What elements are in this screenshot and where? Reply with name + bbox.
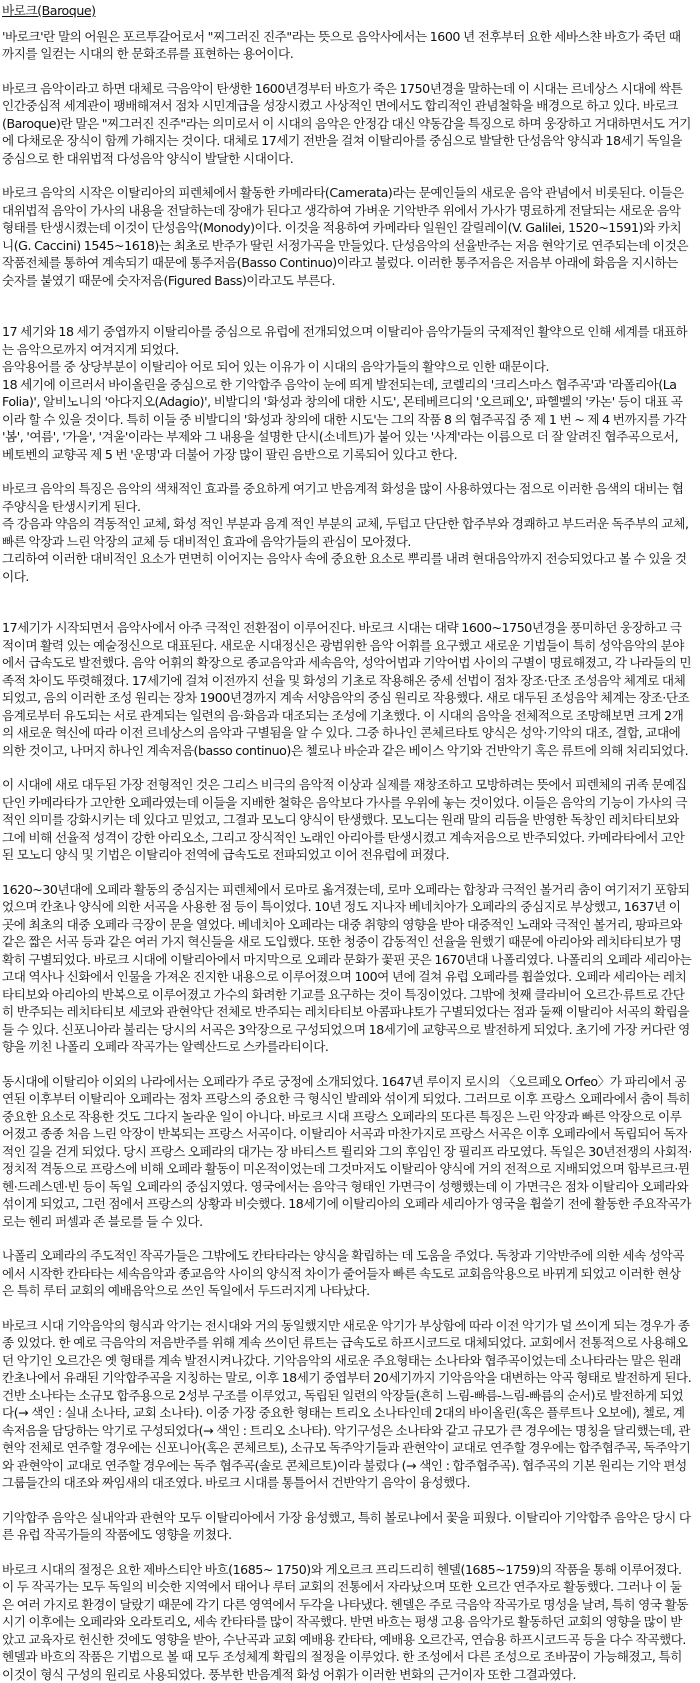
paragraph: 바로크 시대의 절정은 요한 제바스티안 바흐(1685~ 1750)와 게오르크 프리드리히 헨델(1685~1759)의 작품을 통해 이루어졌다. 이 두 작곡가는 모두 독일의 비슷한 지역에서 태어나 루터 교회의 전통에서 자라났으며 또한 오르간 연주자로 활동했다. 그러나 이 둘은 여러 가지로 환경이 달랐기 때문에 각기 다른 영역에서 두각을 나타냈다. 헨델은 주로 극음악 작곡가로 명성을 날려, 특히 영국 활동 시기 이후에는 오페라와 오라토리오, 세속 칸타타를 많이 작곡했다. 반면 바흐는 평생 고용 음악가로 활동하던 교회의 영향을 많이 받았고 교육자로 헌신한 것에도 영향을 받아, 수난곡과 교회 예배용 칸타타, 예배용 오르간곡, 연습용 하프시코드곡 등을 다수 작곡했다. 헨델과 바흐의 작품은 기법으로 볼 때 모두 조성체계 확립의 절정을 이루었다. 한 조성에서 다른 조성으로 조바꿈이 가능해졌고, 특히 이것이 형식 구성의 원리로 사용되었다. 풍부한 반음계적 화성 어휘가 이러한 변화의 근거이자 또한 그결과였다.	[2, 1561, 692, 1683]
spacer	[2, 602, 692, 619]
line: 음악용어를 중 상당부분이 이탈리아 어로 되어 있는 이유가 이 시대의 음악가들의 활약으로 인한 때문이다.	[2, 359, 549, 374]
spacer	[2, 306, 692, 323]
paragraph: 바로크 시대 기악음악의 형식과 악기는 전시대와 거의 동일했지만 새로운 악기가 부상함에 따라 이전 악기가 덜 쓰이게 되는 경우가 종종 있었다. 한 예로 극음악의 저음반주를 위해 계속 쓰이던 류트는 급속도로 하프시코드로 대체되었다. 교회에서 전통적으로 사용해오던 악기인 오르간은 옛 형태를 계속 발전시켜나갔다. 기악음악의 새로운 주요형태는 소나타와 협주곡이었는데 소나타라는 말은 원래 칸초나에서 유래된 기악합주곡을 지칭하는 말로, 이후 18세기 중엽부터 20세기까지 기악음악을 대변하는 악곡 형태로 발전하게 된다. 건반 소나타는 소규모 합주용으로 2성부 구조를 이루었고, 독립된 일련의 악장들(흔히 느림-빠름-느림-빠름의 순서)로 발전하게 되었다(→ 색인 : 실내 소나타, 교회 소나타). 이중 가장 중요한 형태는 트리오 소나타인데 2대의 바이올린(혹은 플루트나 오보에), 첼로, 계속저음을 담당하는 악기로 구성되었다(→ 색인 : 트리오 소나타). 악기구성은 소나타와 같고 규모가 큰 경우에는 명칭을 달리했는데, 관현악 전체로 연주할 경우에는 신포니아(혹은 콘체르토), 소규모 독주악기들과 관현악이 교대로 연주할 경우에는 합주협주곡, 독주악기와 관현악이 교대로 연주할 경우에는 독주 협주곡(솔로 콘체르토)이라 불렀다 (→ 색인 : 합주협주곡). 협주곡의 기본 원리는 기악 편성 그룹들간의 대조와 짜임새의 대조였다. 바로크 시대를 통틀어서 건반악기 음악이 융성했다.	[2, 1317, 692, 1492]
paragraph: 바로크 음악이라고 하면 대체로 극음악이 탄생한 1600년경부터 바흐가 죽은 1750년경을 말하는데 이 시대는 르네상스 시대에 싹튼 인간중심적 세계관이 팽배해져서 점차 시민계급을 성장시켰고 사상적인 면에서도 합리적인 관념철학을 배경으로 하고 있다. 바로크(Baroque)란 말은 "찌그러진 진주"라는 의미로서 이 시대의 음악은 안정감 대신 약동감을 특징으로 하며 웅장하고 거대하면서도 거기에 다채로운 장식이 함께 가해지는 것이다. 대체로 17세기 전반을 걸쳐 이탈리아를 중심으로 발달한 단성음악 양식과 18세기 독일을 중심으로 한 대위법적 다성음악 양식이 발달한 시대이다.	[2, 80, 692, 168]
paragraph: 나폴리 오페라의 주도적인 작곡가들은 그밖에도 칸타타라는 양식을 확립하는 데 도움을 주었다. 독창과 기악반주에 의한 세속 성악곡에서 시작한 칸타타는 세속음악과 종교음악 사이의 양식적 차이가 줄어들자 빠른 속도로 교회음악용으로 바뀌게 되었고 이러한 현상은 특히 루터 교회의 예배음악으로 쓰인 독일에서 두드러지게 나타났다.	[2, 1247, 692, 1300]
paragraph: 바로크 음악의 시작은 이탈리아의 피렌체에서 활동한 카메라타(Camerata)라는 문예인들의 새로운 음악 관념에서 비롯된다. 이들은 대위법적 음악이 가사의 내용을 전달하는데 장애가 된다고 생각하여 가벼운 기악반주 위에서 가사가 명료하게 전달되는 새로운 음악 형태를 탄생시켰는데 이것이 단성음악(Monody)이다. 이것을 적용하여 카메라타 일원인 갈릴레이(V. Galilei, 1520~1591)와 카치니(G. Caccini) 1545~1618)는 최초로 반주가 딸린 서정가곡을 만들었다. 단성음악의 선율반주는 저음 현악기로 연주되는데 이것은 작품전체를 통하여 계속되기 때문에 통주저음(Basso Continuo)이라고 불렀다. 이러한 통주저음은 저음부 아래에 화음을 지시하는 숫자를 붙였기 때문에 숫자저음(Figured Bass)이라고도 부른다.	[2, 184, 692, 289]
paragraph: 1620~30년대에 오페라 활동의 중심지는 피렌체에서 로마로 옮겨졌는데, 로마 오페라는 합창과 극적인 볼거리 춤이 여기저기 포함되었으며 칸초나 양식에 의한 서곡을 사용한 점 등이 특이었다. 10년 정도 지나자 베네치아가 오페라의 중심지로 부상했고, 1637년 이곳에 최초의 대중 오페라 극장이 문을 열었다. 베네치아 오페라는 대중 취향의 영향을 받아 대중적인 노래와 극적인 볼거리, 팡파르와 같은 짧은 서곡 등과 같은 여러 가지 혁신들을 새로 도입했다. 또한 청중이 감동적인 선율을 원했기 때문에 아리아와 레치타티보가 명확히 구별되었다. 바로크 시대에 이탈리아에서 마지막으로 오페라 문화가 꽃핀 곳은 1670년대 나폴리였다. 나폴리의 오페라 세리아는 고대 역사나 신화에서 인물을 가져온 진지한 내용으로 이루어졌으며 100여 년에 걸쳐 유럽 오페라를 휩쓸었다. 오페라 세리아는 레치타티보와 아리아의 반복으로 이루어졌고 가수의 화려한 기교를 요구하는 것이 특징이었다. 그밖에 첫째 클라비어 오르간·류트로 간단히 반주되는 레치타티보 세코와 관현악단 전체로 반주되는 레치타티보 아콤파냐토가 구별되었다는 점과 둘째 이탈리아 서곡의 확립을 들 수 있다. 신포니아라 불리는 당시의 서곡은 3악장으로 구성되었으며 18세기에 교향곡으로 발전하게 되었다. 초기에 가장 커다란 영향을 끼친 나폴리 오페라 작곡가는 알렉산드로 스카를라티이다.	[2, 881, 692, 1056]
paragraph	[2, 323, 692, 463]
paragraph	[2, 480, 692, 585]
page-title: 바로크(Baroque)	[2, 2, 692, 20]
paragraph: 17세기가 시작되면서 음악사에서 아주 극적인 전환점이 이루어진다. 바로크 시대는 대략 1600~1750년경을 풍미하던 웅장하고 극적이며 활력 있는 예술정신으로 대표된다. 새로운 시대정신은 광범위한 음악 어휘를 요구했고 새로운 기법들이 특히 성악음악의 분야에서 급속도로 발전했다. 음악 어휘의 확장으로 종교음악과 세속음악, 성악어법과 기악어법 사이의 구별이 명료해졌고, 각 나라들의 민족적 차이도 뚜렷해졌다. 17세기에 걸쳐 이전까지 선율 및 화성의 기초로 작용해온 중세 선법이 점차 장조·단조 조성음악 체계로 대체되었고, 음의 이러한 조성 원리는 장차 1900년경까지 계속 서양음악의 중심 원리로 작용했다. 새로 대두된 조성음악 체계는 장조·단조 음계로부터 유도되는 서로 관계되는 일련의 음·화음과 대조되는 조성에 기초했다. 이 시대의 음악을 전체적으로 조망해보면 크게 2개의 새로운 혁신에 따라 이전 르네상스의 음악과 구별됨을 알 수 있다. 그중 하나인 콘체르타토 양식은 성악·기악의 대조, 결합, 교대에 의한 것이고, 나머지 하나인 계속저음(basso continuo)은 첼로나 바순과 같은 베이스 악기와 건반악기 혹은 류트에 의해 처리되었다.	[2, 619, 692, 759]
line: 즉 강음과 약음의 격동적인 교체, 화성 적인 부분과 음계 적인 부분의 교체, 두텁고 단단한 합주부와 경쾌하고 부드러운 독주부의 교체, 빠른 악장과 느린 악장의 교체 등 대비적인 효과에 음악가들의 관심이 모아졌다.	[2, 516, 689, 549]
line: 17 세기와 18 세기 중엽까지 이탈리아를 중심으로 유럽에 전개되었으며 이탈리아 음악가들의 국제적인 활약으로 인해 세계를 대표하는 음악으로까지 여겨지게 되었다.	[2, 324, 687, 357]
paragraph: 동시대에 이탈리아 이외의 나라에서는 오페라가 주로 궁정에 소개되었다. 1647년 루이지 로시의 〈오르페오 Orfeo〉가 파리에서 공연된 이후부터 이탈리아 오페라는 점차 프랑스의 중요한 극 형식인 발레와 섞이게 되었다. 그러므로 이후 프랑스 오페라에서 춤이 특히 중요한 요소로 작용한 것도 그다지 놀라운 일이 아니다. 바로크 시대 프랑스 오페라의 또다른 특징은 느린 악장과 빠른 악장으로 이루어졌고 종종 처음 느린 악장이 반복되는 프랑스 서곡이다. 이탈리아 서곡과 마찬가지로 프랑스 서곡은 이후 오페라에서 독립되어 독자적인 길을 걷게 되었다. 당시 프랑스 오페라의 대가는 장 바티스트 륄리와 그의 후임인 장 필리프 라모였다. 독일은 30년전쟁의 사회적·정치적 격동으로 프랑스에 비해 오페라 활동이 미온적이었는데 그것마저도 이탈리아 양식에 거의 전적으로 지배되었으며 함부르크·뮌헨·드레스덴·빈 등이 독일 오페라의 중심지였다. 영국에서는 음악극 형태인 가면극이 성행했는데 이 가면극은 점차 이탈리아 오페라와 섞이게 되었고, 그런 점에서 프랑스의 상황과 비슷했다. 18세기에 이탈리아의 오페라 세리아가 영국을 휩쓸기 전에 활동한 주요작곡가로는 헨리 퍼셀과 존 블로를 들 수 있다.	[2, 1073, 692, 1231]
line: 18 세기에 이르러서 바이올린을 중심으로 한 기악합주 음악이 눈에 띄게 발전되는데, 코렐리의 '크리스마스 협주곡'과 '라폴리아(La Folia)', 알비노니의 '아다지오(Adagio)', 비발디의 '화성과 창의에 대한 시도', 몬테베르디의 '오르페오', 파헬벨의 '카논' 등이 대표 곡이라 할 수 있을 것이다. 특히 이들 중 비발디의 '화성과 창의에 대한 시도'는 그의 작품 8 의 협주곡집 중 제 1 번 ~ 제 4 번까지를 가각 '봄', '여름', '가을', '겨울'이라는 부제와 그 내용을 설명한 단시(소네트)가 붙어 있는 '사계'라는 이름으로 더 잘 알려진 협주곡으로서, 베토벤의 교향곡 제 5 번 '운명'과 더불어 가장 많이 팔린 음반으로 기록되어 있다고 한다.	[2, 377, 686, 462]
line: 그리하여 이러한 대비적인 요소가 면면히 이어지는 음악사 속에 중요한 요소로 뿌리를 내려 현대음악까지 전승되었다고 볼 수 있을 것이다.	[2, 551, 687, 584]
paragraph: 기악합주 음악은 실내악과 관현악 모두 이탈리아에서 가장 융성했고, 특히 볼로냐에서 꽃을 피웠다. 이탈리아 기악합주 음악은 당시 다른 유럽 작곡가들의 작품에도 영향을 끼쳤다.	[2, 1509, 692, 1544]
line: 바로크 음악의 특징은 음악의 색채적인 효과를 중요하게 여기고 반음계적 화성을 많이 사용하였다는 점으로 이러한 음색의 대비는 협주양식을 탄생시키게 된다.	[2, 481, 684, 514]
paragraph: '바로크'란 말의 어원은 포르투갈어로서 "찌그러진 진주"라는 뜻으로 음악사에서는 1600 년 전후부터 요한 세바스챤 바흐가 죽던 때까지를 일컫는 시대의 한 문화조류를 표현하는 용어이다.	[2, 28, 692, 63]
paragraph: 이 시대에 새로 대두된 가장 전형적인 것은 그리스 비극의 음악적 이상과 실제를 재창조하고 모방하려는 뜻에서 피렌체의 귀족 문예집단인 카메라타가 고안한 오페라였는데 이들을 지배한 철학은 음악보다 가사를 우위에 놓는 것이었다. 이들은 음악의 기능이 가사의 극적인 의미를 강화시키는 데 있다고 믿었고, 그결과 모노디 양식이 탄생했다. 모노디는 원래 말의 리듬을 반영한 독창인 레치타티보와 그에 비해 선율적 성격이 강한 아리오소, 그리고 장식적인 노래인 아리아를 탄생시켰고 계속저음으로 반주되었다. 카메라타에서 고안된 모노디 양식 및 기법은 이탈리아 전역에 급속도로 전파되었고 이어 전유럽에 퍼졌다.	[2, 776, 692, 864]
